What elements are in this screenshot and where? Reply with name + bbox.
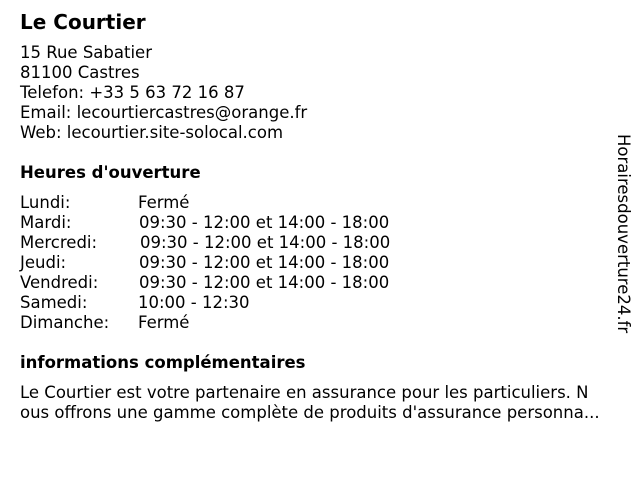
time-value: 09:30 - 12:00 et 14:00 - 18:00 xyxy=(140,233,391,252)
day-label: Mercredi: xyxy=(20,233,98,252)
time-value: Fermé xyxy=(138,193,190,212)
hours-row-monday xyxy=(20,193,632,213)
day-label: Lundi: xyxy=(20,193,71,212)
day-label: Mardi: xyxy=(20,213,72,232)
city-address: 81100 Castres xyxy=(20,63,140,82)
hours-row-friday xyxy=(20,273,632,293)
day-label: Jeudi: xyxy=(20,253,67,272)
info-heading: informations complémentaires xyxy=(20,353,306,372)
street-address: 15 Rue Sabatier xyxy=(20,43,152,62)
hours-row-tuesday xyxy=(20,213,632,233)
info-description xyxy=(20,383,632,423)
time-value: Fermé xyxy=(138,313,190,332)
website-link[interactable]: Web: lecourtier.site-solocal.com xyxy=(20,123,284,142)
hours-row-thursday xyxy=(20,253,632,273)
time-value: 10:00 - 12:30 xyxy=(138,293,250,312)
phone-number[interactable]: Telefon: +33 5 63 72 16 87 xyxy=(20,83,245,102)
day-label: Vendredi: xyxy=(20,273,99,292)
time-value: 09:30 - 12:00 et 14:00 - 18:00 xyxy=(139,213,390,232)
hours-row-saturday xyxy=(20,293,632,313)
business-card xyxy=(20,9,632,423)
info-line-2: ous offrons une gamme complète de produits d'assurance personna... xyxy=(20,403,600,422)
email-address[interactable]: Email: lecourtiercastres@orange.fr xyxy=(20,103,308,122)
time-value: 09:30 - 12:00 et 14:00 - 18:00 xyxy=(139,253,390,272)
time-value: 09:30 - 12:00 et 14:00 - 18:00 xyxy=(139,273,390,292)
hours-row-sunday xyxy=(20,313,632,333)
day-label: Dimanche: xyxy=(20,313,110,332)
watermark-text: Horairesdouverture24.fr xyxy=(614,134,633,334)
day-label: Samedi: xyxy=(20,293,88,312)
info-line-1: Le Courtier est votre partenaire en assurance pour les particuliers. N xyxy=(20,383,589,402)
hours-row-wednesday xyxy=(20,233,632,253)
hours-table xyxy=(20,193,632,333)
hours-heading: Heures d'ouverture xyxy=(20,163,201,182)
business-name: Le Courtier xyxy=(20,10,146,34)
